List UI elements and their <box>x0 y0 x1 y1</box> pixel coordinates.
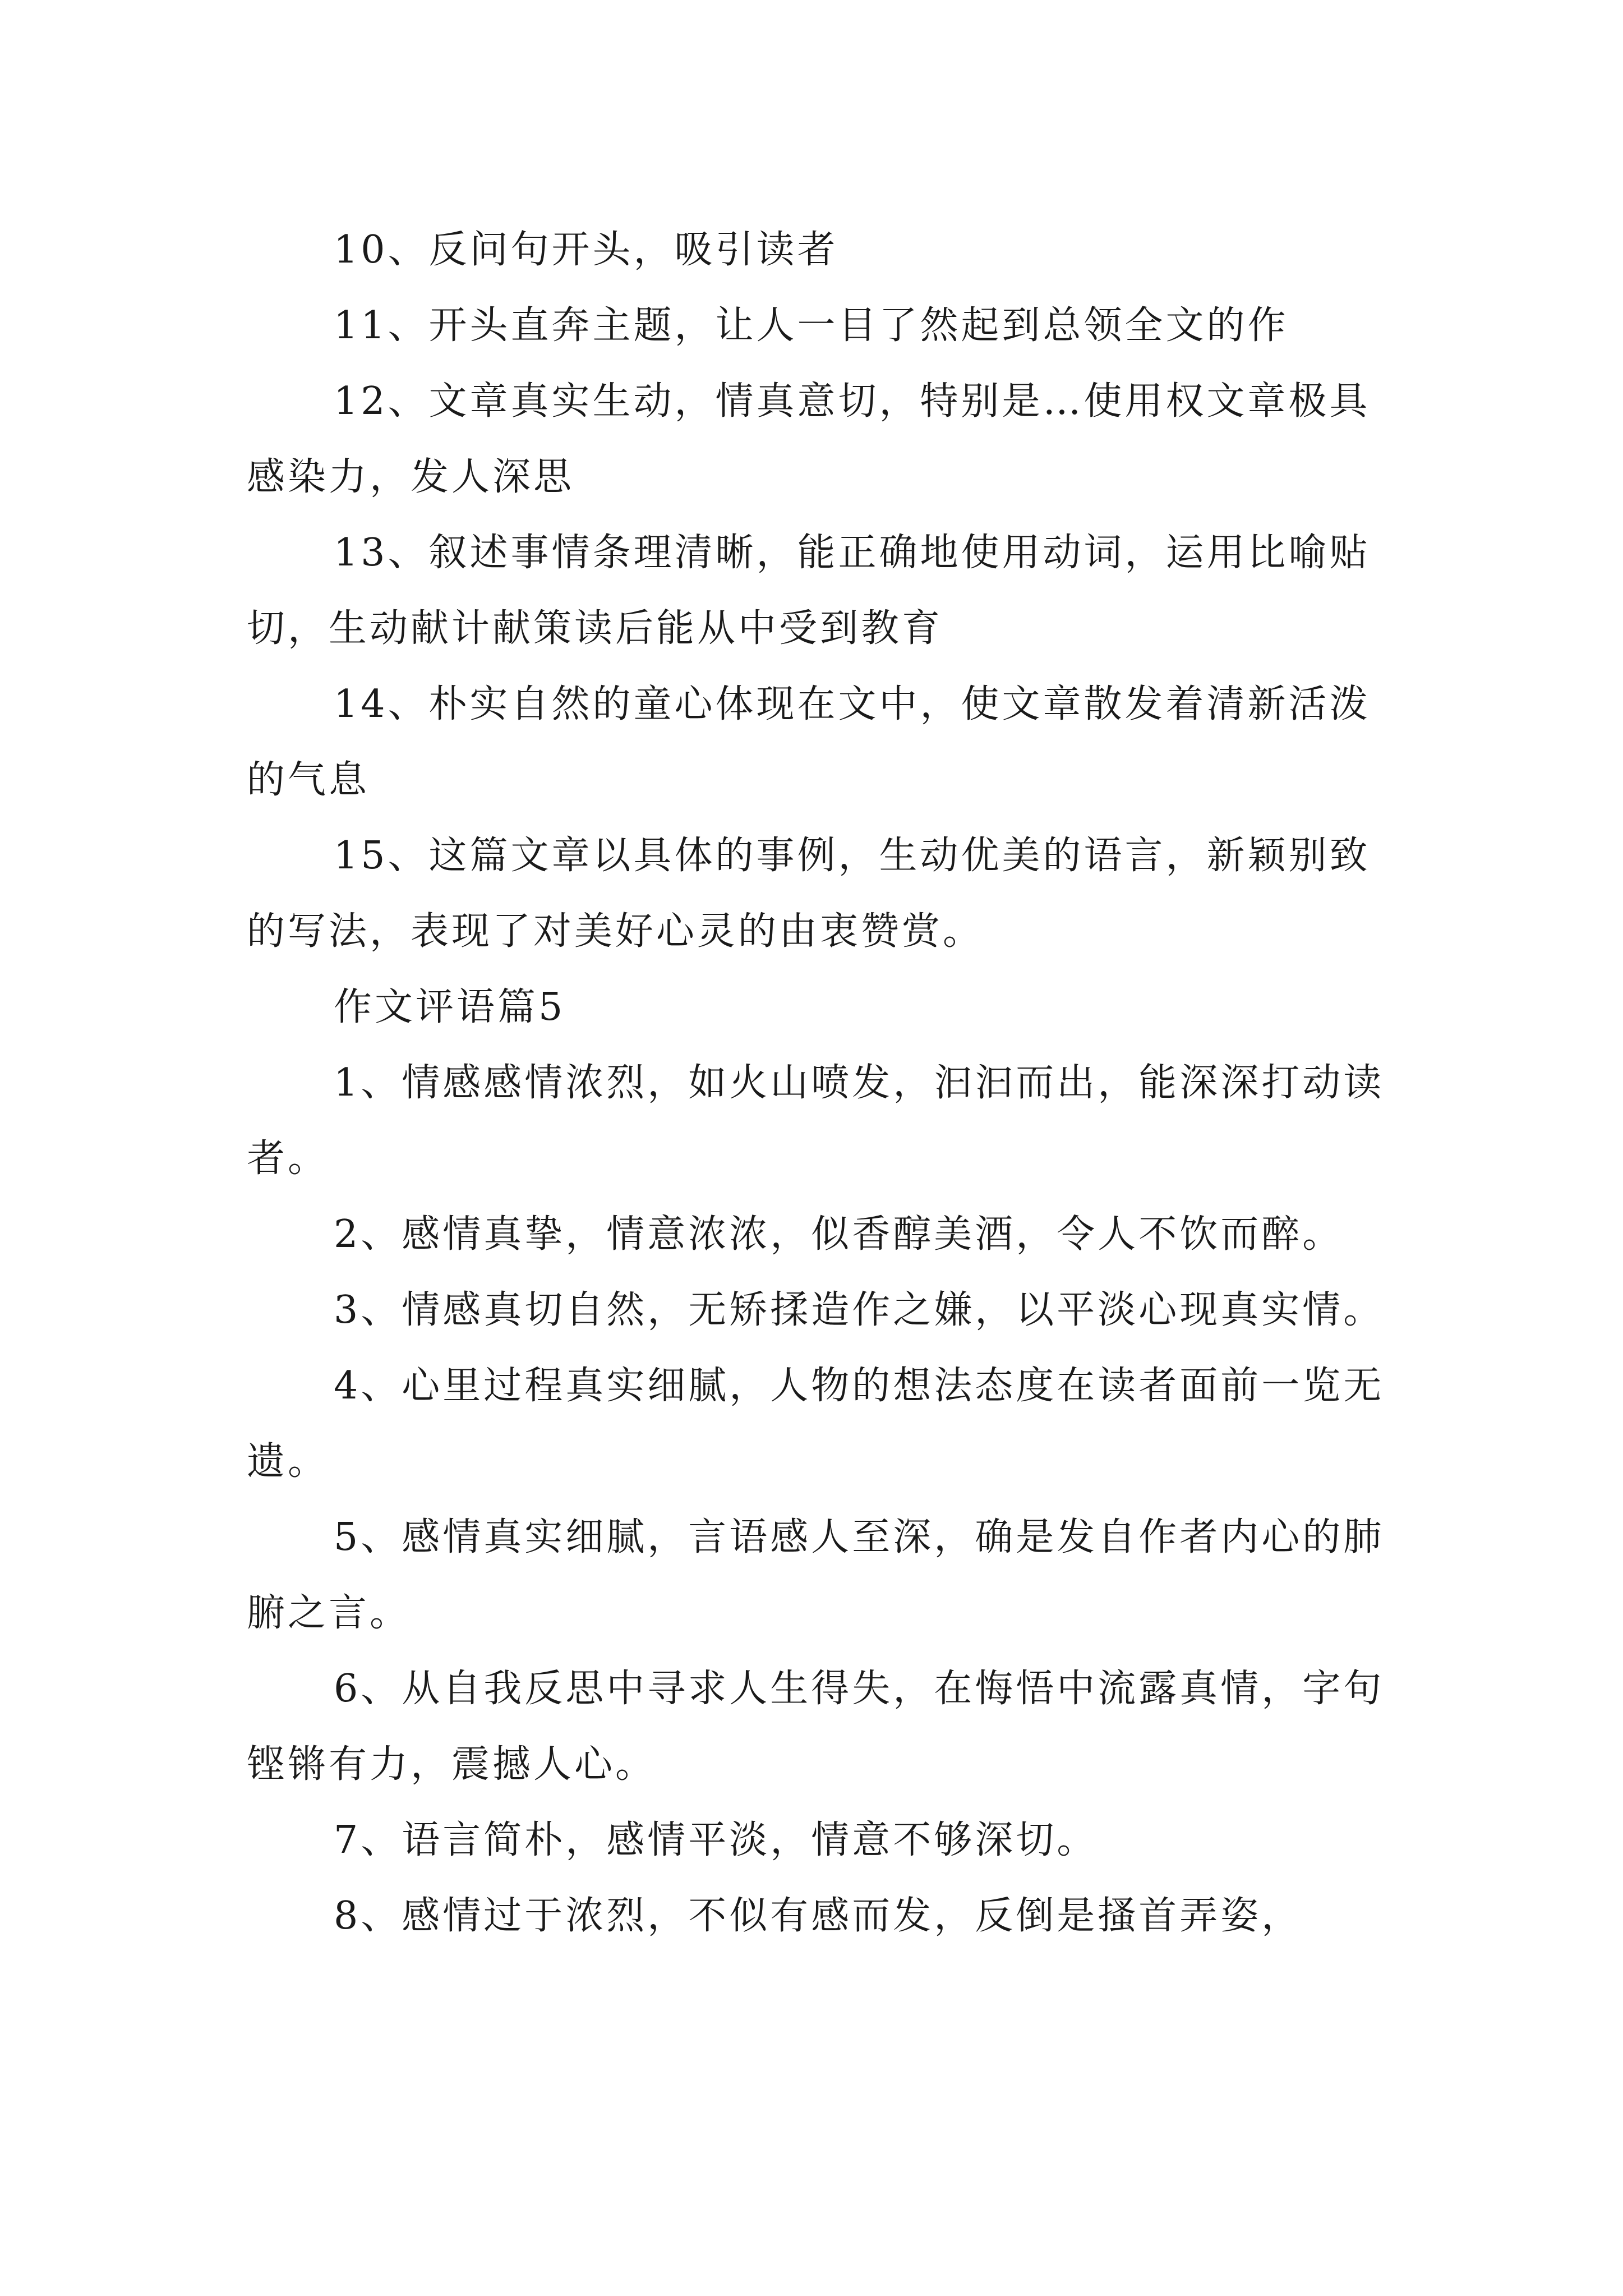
comment-item-2: 2、感情真挚，情意浓浓，似香醇美酒，令人不饮而醉。 <box>334 1212 1344 1257</box>
section-heading: 作文评语篇5 <box>334 985 566 1029</box>
comment-item-7: 7、语言简朴，感情平淡，情意不够深切。 <box>334 1818 1098 1862</box>
comment-item-15: 15、这篇文章以具体的事例，生动优美的语言，新颖别致的写法，表现了对美好心灵的由衷赞赏。 <box>247 834 1371 954</box>
comment-item-12: 12、文章真实生动，情真意切，特别是…使用权文章极具感染力，发人深思 <box>247 379 1371 499</box>
comment-item-8: 8、感情过于浓烈，不似有感而发，反倒是搔首弄姿， <box>334 1894 1303 1938</box>
comment-item-13: 13、叙述事情条理清晰，能正确地使用动词，运用比喻贴切，生动献计献策读后能从中受到教育 <box>247 531 1371 651</box>
comment-item-14: 14、朴实自然的童心体现在文中，使文章散发着清新活泼的气息 <box>247 682 1371 802</box>
comment-item-6: 6、从自我反思中寻求人生得失，在悔悟中流露真情，字句铿锵有力，震撼人心。 <box>247 1667 1385 1787</box>
comment-item-4: 4、心里过程真实细腻，人物的想法态度在读者面前一览无遗。 <box>247 1364 1385 1484</box>
comment-item-3: 3、情感真切自然，无矫揉造作之嫌，以平淡心现真实情。 <box>334 1288 1385 1332</box>
document-body <box>247 212 1391 1954</box>
comment-item-1: 1、情感感情浓烈，如火山喷发，汩汩而出，能深深打动读者。 <box>247 1061 1385 1181</box>
comment-item-11: 11、开头直奔主题，让人一目了然起到总领全文的作 <box>334 303 1289 348</box>
comment-item-10: 10、反问句开头，吸引读者 <box>334 228 838 272</box>
comment-item-5: 5、感情真实细腻，言语感人至深，确是发自作者内心的肺腑之言。 <box>247 1515 1385 1635</box>
